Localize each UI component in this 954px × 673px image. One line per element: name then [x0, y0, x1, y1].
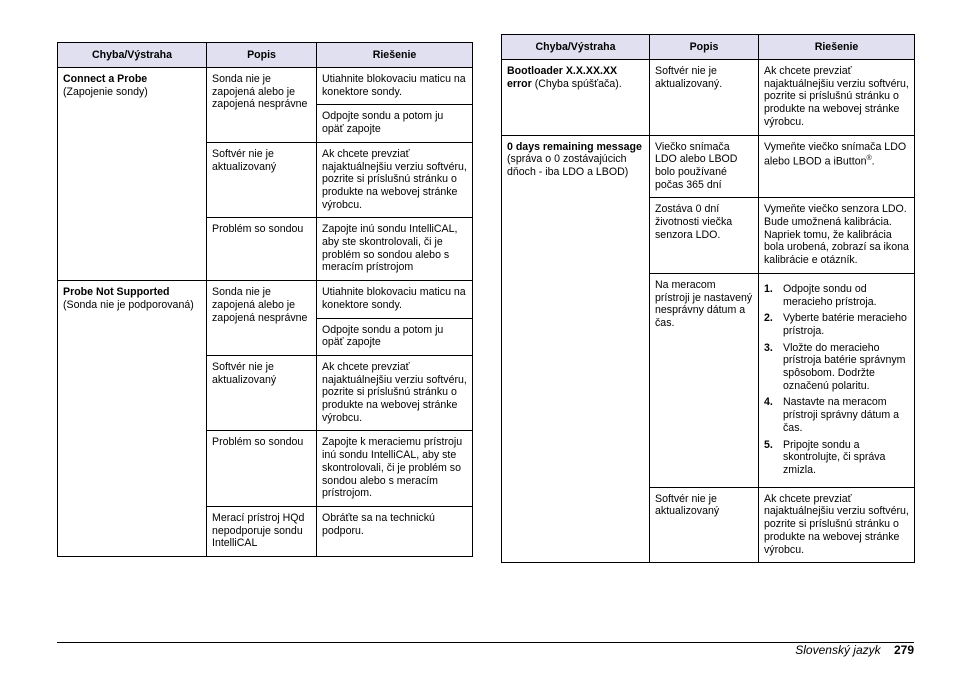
list-item: 2. Vyberte batérie meracieho prístroja. — [764, 312, 907, 337]
solution-cell: Odpojte sondu a potom ju opäť zapojte — [317, 318, 473, 355]
header-error: Chyba/Výstraha — [502, 35, 650, 60]
error-translation: (Zapojenie sondy) — [63, 85, 148, 98]
description-cell: Softvér nie je aktualizovaný — [207, 355, 317, 431]
table-row — [502, 135, 915, 198]
solution-cell: Ak chcete prevziať najaktuálnejšiu verziu softvéru, pozrite si príslušnú stránku o produkte na webovej stránke výrobcu. — [317, 142, 473, 218]
solution-cell: Ak chcete prevziať najaktuálnejšiu verziu softvéru, pozrite si príslušnú stránku o produkte na webovej stránke výrobcu. — [759, 487, 915, 563]
solution-cell: Vymeňte viečko senzora LDO. Bude umožnená kalibrácia. Napriek tomu, že kalibrácia bola urobená, zobrazí sa ikona kalibrácie e otázník. — [759, 198, 915, 274]
description-cell: Zostáva 0 dní životnosti viečka senzora LDO. — [650, 198, 759, 274]
table-header-row — [58, 43, 473, 68]
right-troubleshooting-table — [501, 34, 915, 563]
solution-cell — [759, 273, 915, 487]
description-cell: Na meracom prístroji je nastavený nesprávny dátum a čas. — [650, 273, 759, 487]
page-number: 279 — [893, 643, 914, 657]
table-row — [58, 281, 473, 318]
solution-cell: Zapojte inú sondu IntelliCAL, aby ste skontrolovali, či je problém so sondou alebo s meracím prístrojom — [317, 218, 473, 281]
description-cell: Softvér nie je aktualizovaný — [207, 142, 317, 218]
solution-text: Vymeňte viečko snímača LDO alebo LBOD a iButton — [764, 140, 907, 168]
list-item: 3. Vložte do meracieho prístroja batérie správnym spôsobom. Dodržte označenú polaritu. — [764, 341, 906, 392]
table-header-row — [502, 35, 915, 60]
solution-cell — [759, 135, 915, 198]
description-cell: Problém so sondou — [207, 218, 317, 281]
error-translation: (správa o 0 zostávajúcich dňoch - iba LDO a LBOD) — [507, 153, 629, 178]
description-cell: Softvér nie je aktualizovaný. — [650, 60, 759, 136]
error-translation: (Chyba spúšťača). — [534, 77, 622, 90]
description-cell: Merací prístroj HQd nepodporuje sondu IntelliCAL — [207, 506, 317, 556]
table-row — [58, 68, 473, 105]
footer-divider — [57, 642, 914, 643]
error-name: 0 days remaining message — [507, 140, 642, 153]
error-name: Bootloader X.X.XX.XX error — [507, 65, 618, 90]
solution-steps-list — [764, 283, 909, 477]
description-cell: Softvér nie je aktualizovaný — [650, 487, 759, 563]
error-cell — [502, 135, 650, 563]
header-solution: Riešenie — [317, 43, 473, 68]
description-cell: Sonda nie je zapojená alebo je zapojená nesprávne — [207, 281, 317, 356]
solution-cell: Zapojte k meraciemu prístroju inú sondu IntelliCAL, aby ste skontrolovali, či je problém so sondou alebo s meracím prístrojom. — [317, 431, 473, 507]
list-item: 5. Pripojte sondu a skontrolujte, či správa zmizla. — [764, 438, 886, 476]
footer-language: Slovenský jazyk — [795, 643, 881, 657]
error-name: Probe Not Supported — [63, 286, 170, 299]
header-solution: Riešenie — [759, 35, 915, 60]
header-description: Popis — [207, 43, 317, 68]
solution-cell: Odpojte sondu a potom ju opäť zapojte — [317, 105, 473, 142]
description-cell: Sonda nie je zapojená alebo je zapojená nesprávne — [207, 68, 317, 143]
left-troubleshooting-table — [57, 42, 473, 557]
error-cell — [58, 68, 207, 281]
list-item: 4. Nastavte na meracom prístroji správny dátum a čas. — [764, 396, 899, 434]
description-cell: Problém so sondou — [207, 431, 317, 507]
solution-cell: Ak chcete prevziať najaktuálnejšiu verziu softvéru, pozrite si príslušnú stránku o produkte na webovej stránke výrobcu. — [759, 60, 915, 136]
page-footer — [795, 643, 914, 657]
solution-end: . — [871, 155, 875, 168]
description-cell: Viečko snímača LDO alebo LBOD bolo používané počas 365 dní — [650, 135, 759, 198]
header-error: Chyba/Výstraha — [58, 43, 207, 68]
error-cell — [58, 281, 207, 557]
list-item: 1. Odpojte sondu od meracieho prístroja. — [764, 282, 877, 308]
error-translation: (Sonda nie je podporovaná) — [63, 298, 194, 311]
header-description: Popis — [650, 35, 759, 60]
solution-cell: Obráťte sa na technickú podporu. — [317, 506, 473, 556]
solution-cell: Utiahnite blokovaciu maticu na konektore sondy. — [317, 281, 473, 318]
registered-mark: ® — [866, 155, 872, 163]
error-cell — [502, 60, 650, 136]
solution-cell: Ak chcete prevziať najaktuálnejšiu verziu softvéru, pozrite si príslušnú stránku o produkte na webovej stránke výrobcu. — [317, 355, 473, 431]
table-row — [502, 60, 915, 136]
error-name: Connect a Probe — [63, 73, 148, 85]
solution-cell: Utiahnite blokovaciu maticu na konektore sondy. — [317, 68, 473, 105]
